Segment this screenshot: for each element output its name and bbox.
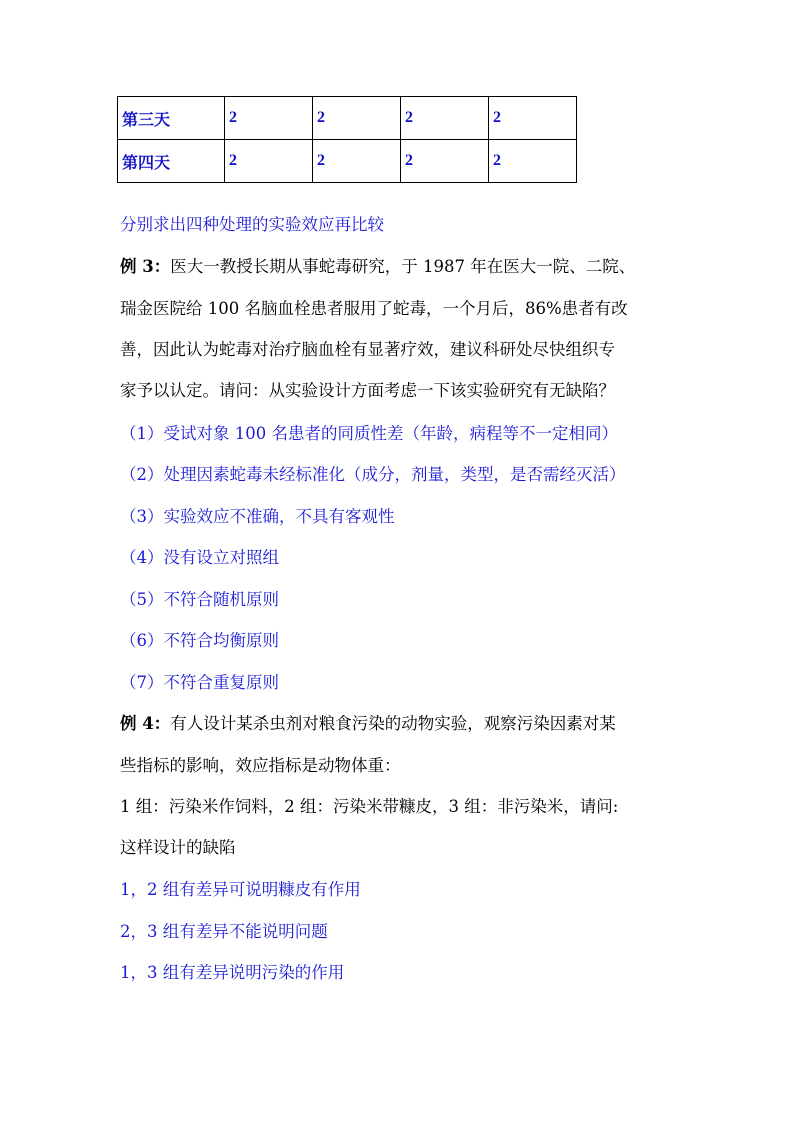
example3-answer: （2）处理因素蛇毒未经标准化（成分，剂量，类型，是否需经灭活） xyxy=(120,465,626,484)
example4-first-line xyxy=(120,714,616,734)
example3-text: 医大一教授长期从事蛇毒研究，于 1987 年在医大一院、二院、 xyxy=(170,257,636,276)
example3-text: 瑞金医院给 100 名脑血栓患者服用了蛇毒，一个月后，86%患者有改 xyxy=(120,299,628,318)
table-cell: 2 xyxy=(225,97,313,140)
table-cell: 2 xyxy=(401,140,489,183)
example3-label: 例 3： xyxy=(120,257,171,276)
table-note: 分别求出四种处理的实验效应再比较 xyxy=(120,215,384,234)
table-cell: 2 xyxy=(489,97,577,140)
table-row xyxy=(118,140,577,183)
example3-answer: （4）没有设立对照组 xyxy=(120,548,279,567)
row-label: 第三天 xyxy=(118,97,225,140)
example4-answer: 2，3 组有差异不能说明问题 xyxy=(120,922,328,941)
example3-answer: （1）受试对象 100 名患者的同质性差（年龄，病程等不一定相同） xyxy=(120,424,618,443)
example4-answer: 1，2 组有差异可说明糠皮有作用 xyxy=(120,880,361,899)
table-cell: 2 xyxy=(225,140,313,183)
example3-answer: （6）不符合均衡原则 xyxy=(120,631,279,650)
row-label: 第四天 xyxy=(118,140,225,183)
example3-text: 善，因此认为蛇毒对治疗脑血栓有显著疗效，建议科研处尽快组织专 xyxy=(120,340,615,359)
data-table xyxy=(117,96,577,183)
example3-text: 家予以认定。请问：从实验设计方面考虑一下该实验研究有无缺陷？ xyxy=(120,381,615,400)
example3-answer: （7）不符合重复原则 xyxy=(120,673,279,692)
table-row xyxy=(118,97,577,140)
table-cell: 2 xyxy=(489,140,577,183)
example4-answer: 1，3 组有差异说明污染的作用 xyxy=(120,963,345,982)
table-cell: 2 xyxy=(401,97,489,140)
example4-label: 例 4： xyxy=(120,714,171,733)
table-cell: 2 xyxy=(313,140,401,183)
example3-answer: （5）不符合随机原则 xyxy=(120,590,279,609)
example4-text: 1 组：污染米作饲料，2 组：污染米带糠皮，3 组：非污染米，请问: xyxy=(120,797,619,816)
example4-text: 这样设计的缺陷 xyxy=(120,838,236,857)
table-cell: 2 xyxy=(313,97,401,140)
example3-answer: （3）实验效应不准确，不具有客观性 xyxy=(120,507,395,526)
example4-text: 有人设计某杀虫剂对粮食污染的动物实验，观察污染因素对某 xyxy=(170,714,616,733)
example4-text: 些指标的影响，效应指标是动物体重： xyxy=(120,756,401,775)
example3-first-line xyxy=(120,257,635,277)
